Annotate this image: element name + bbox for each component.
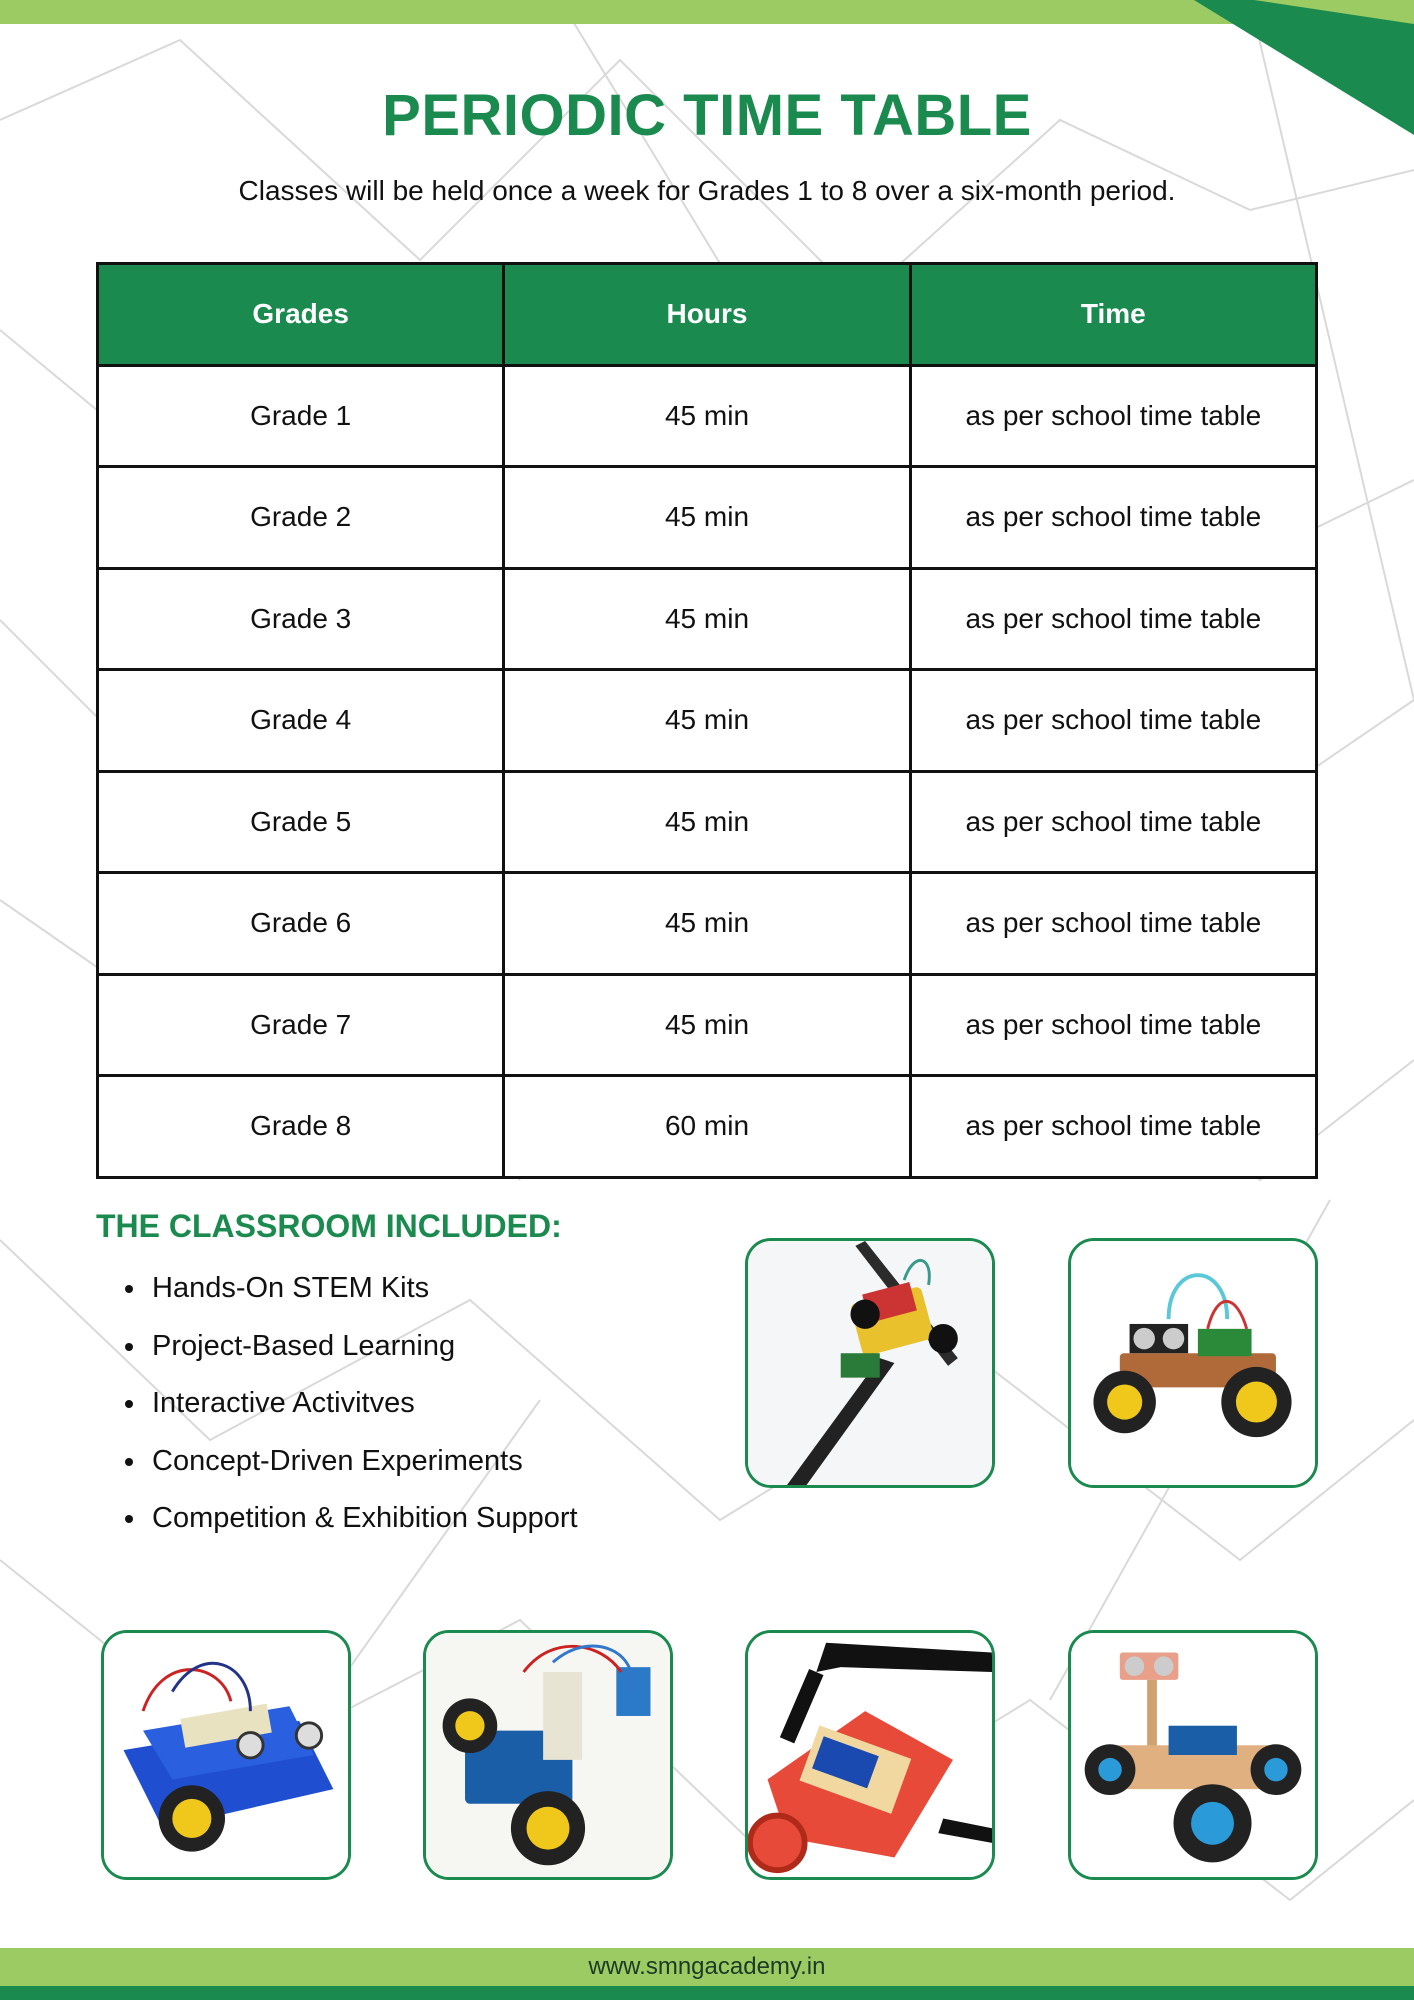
time-cell: as per school time table (910, 467, 1316, 569)
time-table (96, 262, 1318, 1179)
list-item: • Interactive Activitves (148, 1380, 578, 1438)
time-cell: as per school time table (910, 670, 1316, 772)
list-item: • Concept-Driven Experiments (148, 1438, 578, 1496)
grade-cell: Grade 4 (98, 670, 504, 772)
list-item: • Competition & Exhibition Support (148, 1495, 578, 1553)
page-subtitle: Classes will be held once a week for Grades 1 to 8 over a six-month period. (238, 175, 1176, 206)
hours-cell: 45 min (504, 974, 910, 1076)
grade-cell: Grade 3 (98, 568, 504, 670)
arduino-robot-image (423, 1630, 673, 1880)
column-header-time: Time (910, 264, 1316, 366)
time-cell: as per school time table (910, 974, 1316, 1076)
ultrasonic-robot-car-image (1068, 1238, 1318, 1488)
grade-cell: Grade 2 (98, 467, 504, 569)
hours-cell: 60 min (504, 1076, 910, 1178)
hours-cell: 45 min (504, 568, 910, 670)
classroom-heading: THE CLASSROOM INCLUDED: (96, 1208, 562, 1244)
table-row (98, 365, 1317, 467)
grade-cell: Grade 1 (98, 365, 504, 467)
table-row (98, 974, 1317, 1076)
column-header-hours: Hours (504, 264, 910, 366)
hours-cell: 45 min (504, 365, 910, 467)
table-header-row (98, 264, 1317, 366)
table-row (98, 670, 1317, 772)
grade-cell: Grade 5 (98, 771, 504, 873)
grade-cell: Grade 7 (98, 974, 504, 1076)
grade-cell: Grade 8 (98, 1076, 504, 1178)
footer-bar (0, 1948, 1414, 1986)
classroom-feature-list (148, 1265, 578, 1553)
table-row (98, 873, 1317, 975)
red-line-follower-robot-image (745, 1630, 995, 1880)
time-cell: as per school time table (910, 873, 1316, 975)
line-follower-robot-image (745, 1238, 995, 1488)
hours-cell: 45 min (504, 467, 910, 569)
column-header-grades: Grades (98, 264, 504, 366)
list-item: • Hands-On STEM Kits (148, 1265, 578, 1323)
table-row (98, 467, 1317, 569)
hours-cell: 45 min (504, 670, 910, 772)
footer-accent-bar (0, 1986, 1414, 2000)
blue-chassis-robot-image (101, 1630, 351, 1880)
hours-cell: 45 min (504, 771, 910, 873)
hours-cell: 45 min (504, 873, 910, 975)
table-row (98, 771, 1317, 873)
time-cell: as per school time table (910, 771, 1316, 873)
time-cell: as per school time table (910, 365, 1316, 467)
table-row (98, 568, 1317, 670)
website-link[interactable]: www.smngacademy.in (588, 1953, 826, 1980)
grade-cell: Grade 6 (98, 873, 504, 975)
time-cell: as per school time table (910, 568, 1316, 670)
time-cell: as per school time table (910, 1076, 1316, 1178)
page-title: PERIODIC TIME TABLE (382, 83, 1032, 148)
wooden-rover-robot-image (1068, 1630, 1318, 1880)
list-item: • Project-Based Learning (148, 1323, 578, 1381)
table-row (98, 1076, 1317, 1178)
